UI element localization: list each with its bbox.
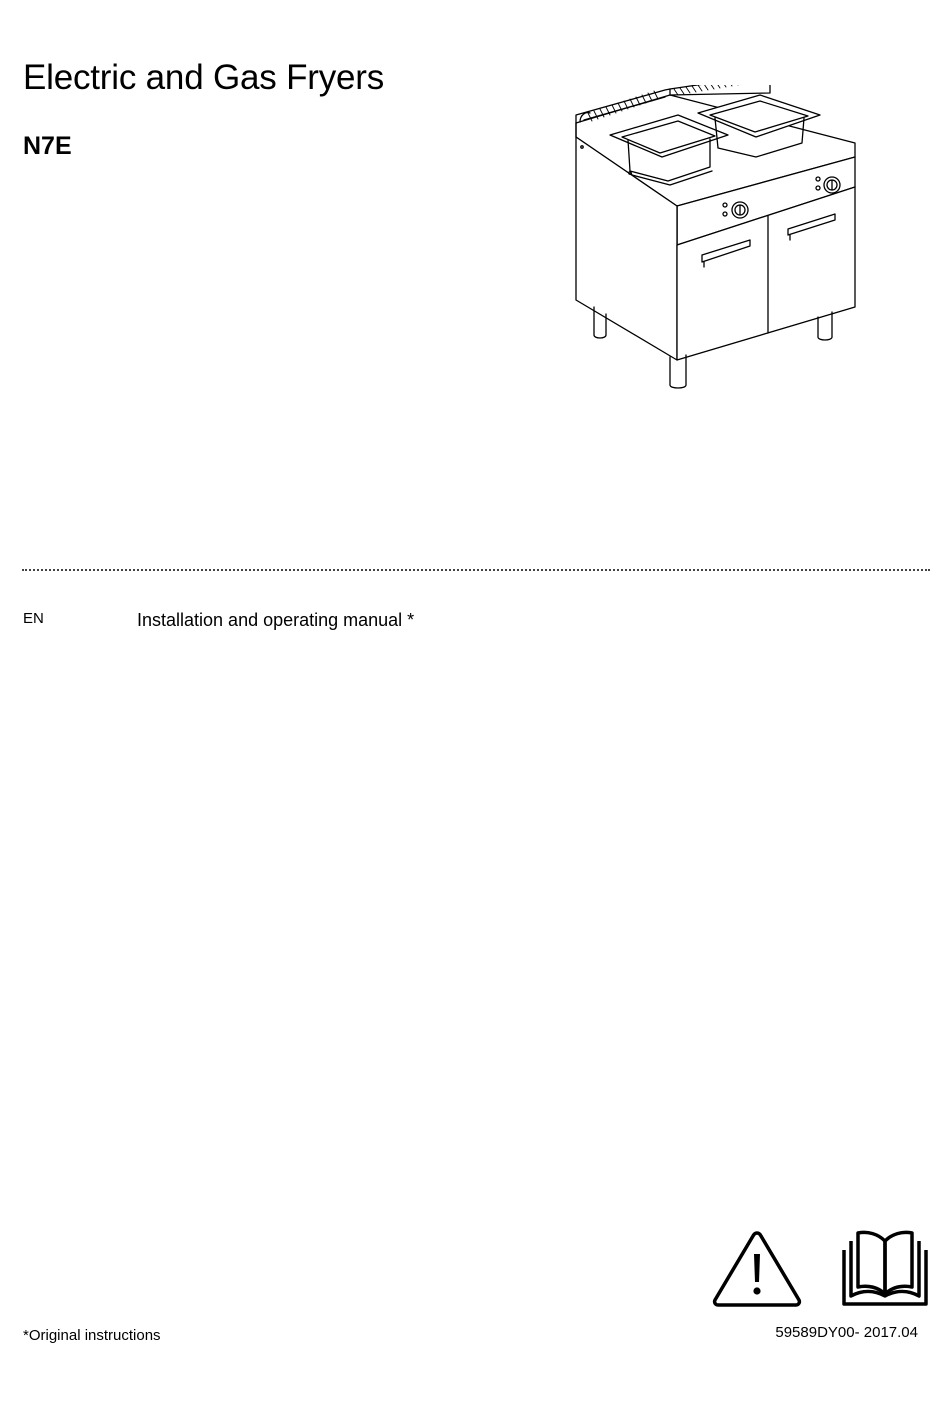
model-name: N7E <box>23 132 72 160</box>
fryer-illustration <box>570 85 860 390</box>
manual-title: Installation and operating manual * <box>137 610 415 630</box>
page-title: Electric and Gas Fryers <box>23 58 385 97</box>
document-code: 59589DY00- 2017.04 <box>775 1324 918 1341</box>
language-code: EN <box>23 610 44 627</box>
original-instructions-note: *Original instructions <box>23 1327 161 1344</box>
warning-icon <box>712 1230 802 1308</box>
read-manual-icon <box>840 1228 930 1308</box>
dotted-divider <box>22 569 930 571</box>
